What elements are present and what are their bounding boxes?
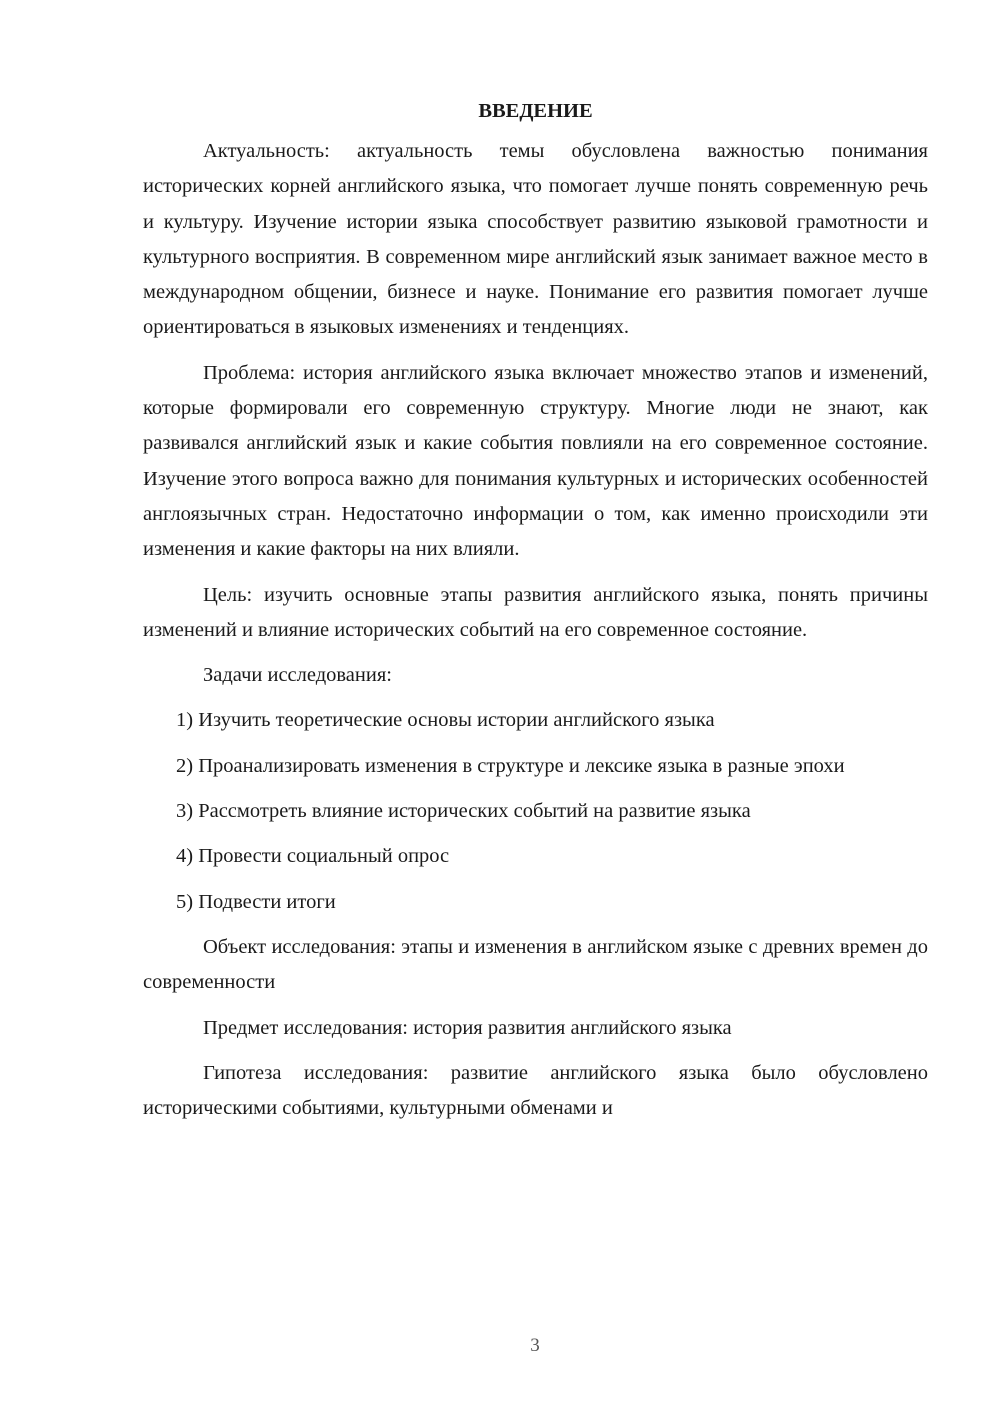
paragraph-relevance: Актуальность: актуальность темы обусловлена важностью понимания исторических корней английского языка, что помогает лучше понять современную речь и культуру. Изучение истории языка способствует развитию языковой грамотности и культурного восприятия. В современном мире английский язык занимает важное место в международном общении, бизнесе и науке. Понимание его развития помогает лучше ориентироваться в языковых изменениях и тенденциях. (143, 140, 928, 339)
paragraph-object: Объект исследования: этапы и изменения в английском языке с древних времен до современности (143, 935, 928, 994)
task-item: 4) Провести социальный опрос (176, 845, 450, 868)
section-heading: ВВЕДЕНИЕ (478, 100, 593, 122)
tasks-heading: Задачи исследования: (203, 664, 392, 687)
task-item: 5) Подвести итоги (176, 890, 336, 913)
paragraph-hypothesis: Гипотеза исследования: развитие английского языка было обусловлено историческими событиями, культурными обменами и (143, 1061, 928, 1120)
task-item: 3) Рассмотреть влияние исторических событий на развитие языка (176, 800, 751, 823)
paragraph-problem: Проблема: история английского языка включает множество этапов и изменений, которые формировали его современную структуру. Многие люди не знают, как развивался английский язык и какие события повлияли на его современное состояние. Изучение этого вопроса важно для понимания культурных и исторических особенностей англоязычных стран. Недостаточно информации о том, как именно происходили эти изменения и какие факторы на них влияли. (143, 361, 928, 561)
task-item: 1) Изучить теоретические основы истории английского языка (176, 709, 715, 732)
paragraph-goal: Цель: изучить основные этапы развития английского языка, понять причины изменений и влияние исторических событий на его современное состояние. (143, 583, 928, 641)
document-body (143, 96, 928, 1136)
task-item: 2) Проанализировать изменения в структуре и лексике языка в разные эпохи (176, 754, 845, 777)
page-number: 3 (530, 1335, 540, 1356)
paragraph-subject: Предмет исследования: история развития английского языка (203, 1016, 732, 1039)
